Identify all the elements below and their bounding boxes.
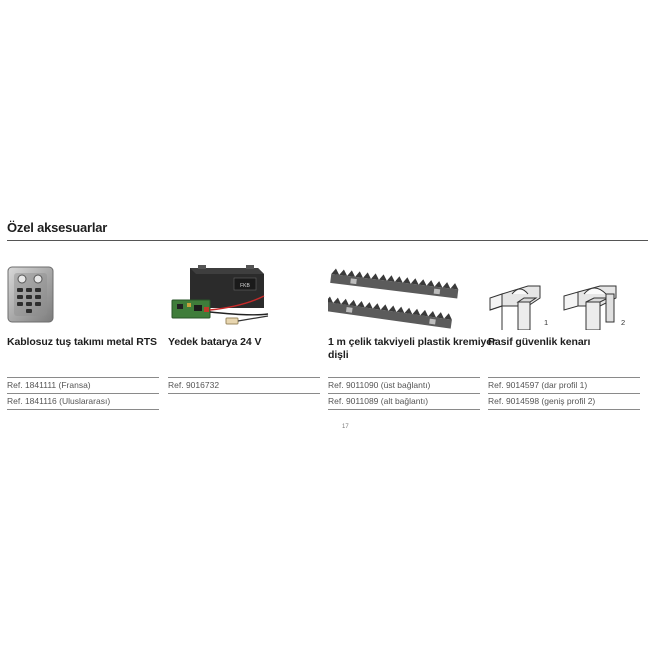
ref-item: Ref. 9014598 (geniş profil 2) xyxy=(488,393,640,410)
figure-label-1: 1 xyxy=(544,318,549,327)
page-number: 17 xyxy=(342,424,349,430)
ref-item: Ref. 9011089 (alt bağlantı) xyxy=(328,393,480,410)
ref-item: Ref. 9016732 xyxy=(168,377,320,394)
product-name: 1 m çelik takviyeli plastik kremiyer dişli xyxy=(328,336,497,361)
ref-list-keypad xyxy=(7,377,159,410)
gear-rack-image xyxy=(328,258,480,330)
product-battery xyxy=(168,258,320,348)
figure-label-2: 2 xyxy=(621,318,626,327)
product-name: Yedek batarya 24 V xyxy=(168,336,262,348)
product-name: Kablosuz tuş takımı metal RTS xyxy=(7,336,157,348)
ref-item: Ref. 1841116 (Uluslararası) xyxy=(7,393,159,410)
product-keypad xyxy=(7,258,159,348)
ref-item: Ref. 9011090 (üst bağlantı) xyxy=(328,377,480,393)
keypad-image xyxy=(7,258,159,330)
ref-item: Ref. 9014597 (dar profil 1) xyxy=(488,377,640,393)
battery-image xyxy=(168,258,320,330)
product-name: Pasif güvenlik kenarı xyxy=(488,336,591,348)
ref-list-gear-rack xyxy=(328,377,480,410)
safety-edge-image xyxy=(488,258,640,330)
section-title: Özel aksesuarlar xyxy=(7,220,108,235)
ref-list-battery xyxy=(168,377,320,394)
product-gear-rack xyxy=(328,258,497,361)
ref-list-safety-edge xyxy=(488,377,640,410)
product-safety-edge xyxy=(488,258,640,348)
svg-text:FKB: FKB xyxy=(240,283,250,289)
section-divider xyxy=(7,240,648,241)
ref-item: Ref. 1841111 (Fransa) xyxy=(7,377,159,393)
